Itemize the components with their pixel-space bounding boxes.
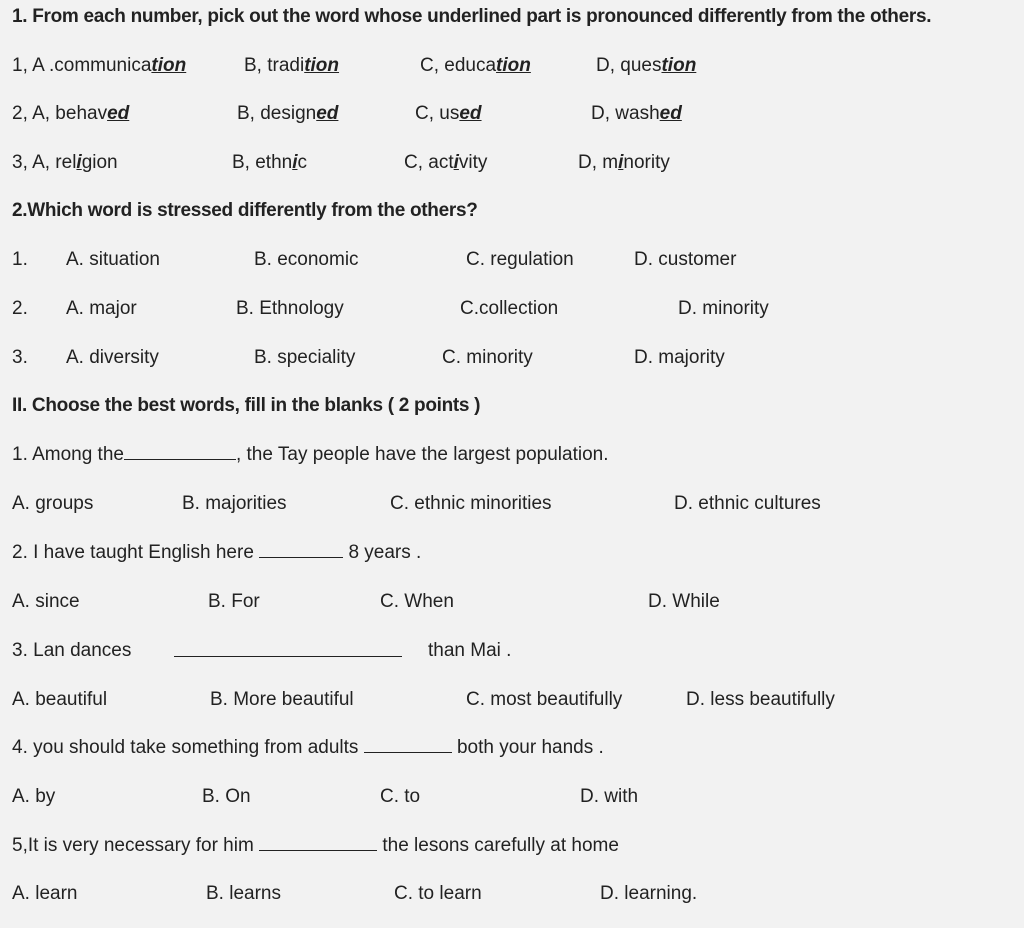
s1-q2-option-c: C, used [415, 103, 482, 124]
s1-q1-option-c: C, education [420, 55, 531, 76]
s3-q4-option-d: D. with [580, 786, 639, 807]
s3-q2-option-b: B. For [208, 591, 260, 612]
s3-q1-option-b: B. majorities [182, 493, 287, 514]
s3-q1-option-c: C. ethnic minorities [390, 493, 552, 514]
s3-q3-option-d: D. less beautifully [686, 689, 835, 710]
s1-q3-option-a: 3, A, religion [12, 152, 118, 173]
s3-q4-option-b: B. On [202, 786, 251, 807]
s2-q3-option-d: D. majority [634, 347, 725, 368]
s3-q2-option-c: C. When [380, 591, 454, 612]
s3-q1-option-a: A. groups [12, 493, 94, 514]
s3-q3-option-b: B. More beautiful [210, 689, 354, 710]
s1-q3-option-b: B, ethnic [232, 152, 307, 173]
s3-q1-sentence: 1. Among the , the Tay people have the largest population. [12, 444, 609, 465]
s2-q1-number: 1. [12, 249, 28, 270]
s3-q2-option-d: D. While [648, 591, 720, 612]
s1-q2-option-a: 2, A, behaved [12, 103, 130, 124]
s2-q1-option-d: D. customer [634, 249, 737, 270]
s3-q5-option-a: A. learn [12, 883, 78, 904]
s3-q1-option-d: D. ethnic cultures [674, 493, 821, 514]
s3-q2-sentence: 2. I have taught English here 8 years . [12, 542, 422, 563]
s2-q3-option-a: A. diversity [66, 347, 159, 368]
s3-q3-sentence-start: 3. Lan dances [12, 640, 132, 661]
s1-q2-option-d: D, washed [591, 103, 682, 124]
section3-title: II. Choose the best words, fill in the blanks ( 2 points ) [12, 395, 481, 416]
s2-q1-option-c: C. regulation [466, 249, 574, 270]
s1-q2-option-b: B, designed [237, 103, 339, 124]
s3-q4-sentence: 4. you should take something from adults both your hands . [12, 737, 604, 758]
s1-q3-option-d: D, minority [578, 152, 670, 173]
s3-q2-blank[interactable] [259, 543, 343, 558]
s2-q2-option-c: C.collection [460, 298, 559, 319]
s3-q1-blank[interactable] [124, 445, 236, 460]
s3-q4-option-c: C. to [380, 786, 421, 807]
s2-q3-option-c: C. minority [442, 347, 533, 368]
s2-q2-number: 2. [12, 298, 28, 319]
s1-q3-option-c: C, activity [404, 152, 488, 173]
section1-title: 1. From each number, pick out the word whose underlined part is pronounced differently from the others. [12, 6, 932, 27]
s2-q1-option-b: B. economic [254, 249, 359, 270]
s3-q5-option-c: C. to learn [394, 883, 482, 904]
s2-q3-number: 3. [12, 347, 28, 368]
s2-q2-option-a: A. major [66, 298, 137, 319]
section2-title: 2.Which word is stressed differently from the others? [12, 200, 478, 221]
s1-q1-option-a: 1, A .communication [12, 55, 187, 76]
s3-q3-option-c: C. most beautifully [466, 689, 623, 710]
s3-q4-blank[interactable] [364, 738, 452, 753]
s3-q2-option-a: A. since [12, 591, 80, 612]
s3-q3-option-a: A. beautiful [12, 689, 108, 710]
s3-q3-sentence-end: than Mai . [428, 640, 512, 661]
s3-q5-option-b: B. learns [206, 883, 281, 904]
s3-q5-blank[interactable] [259, 836, 377, 851]
s3-q3-blank[interactable] [174, 642, 402, 657]
s3-q5-sentence: 5,It is very necessary for him the lesons carefully at home [12, 835, 619, 856]
s2-q2-option-d: D. minority [678, 298, 769, 319]
s1-q1-option-b: B, tradition [244, 55, 340, 76]
s3-q5-option-d: D. learning. [600, 883, 698, 904]
s2-q2-option-b: B. Ethnology [236, 298, 344, 319]
s1-q1-option-d: D, question [596, 55, 697, 76]
s2-q1-option-a: A. situation [66, 249, 160, 270]
s2-q3-option-b: B. speciality [254, 347, 356, 368]
s3-q4-option-a: A. by [12, 786, 56, 807]
